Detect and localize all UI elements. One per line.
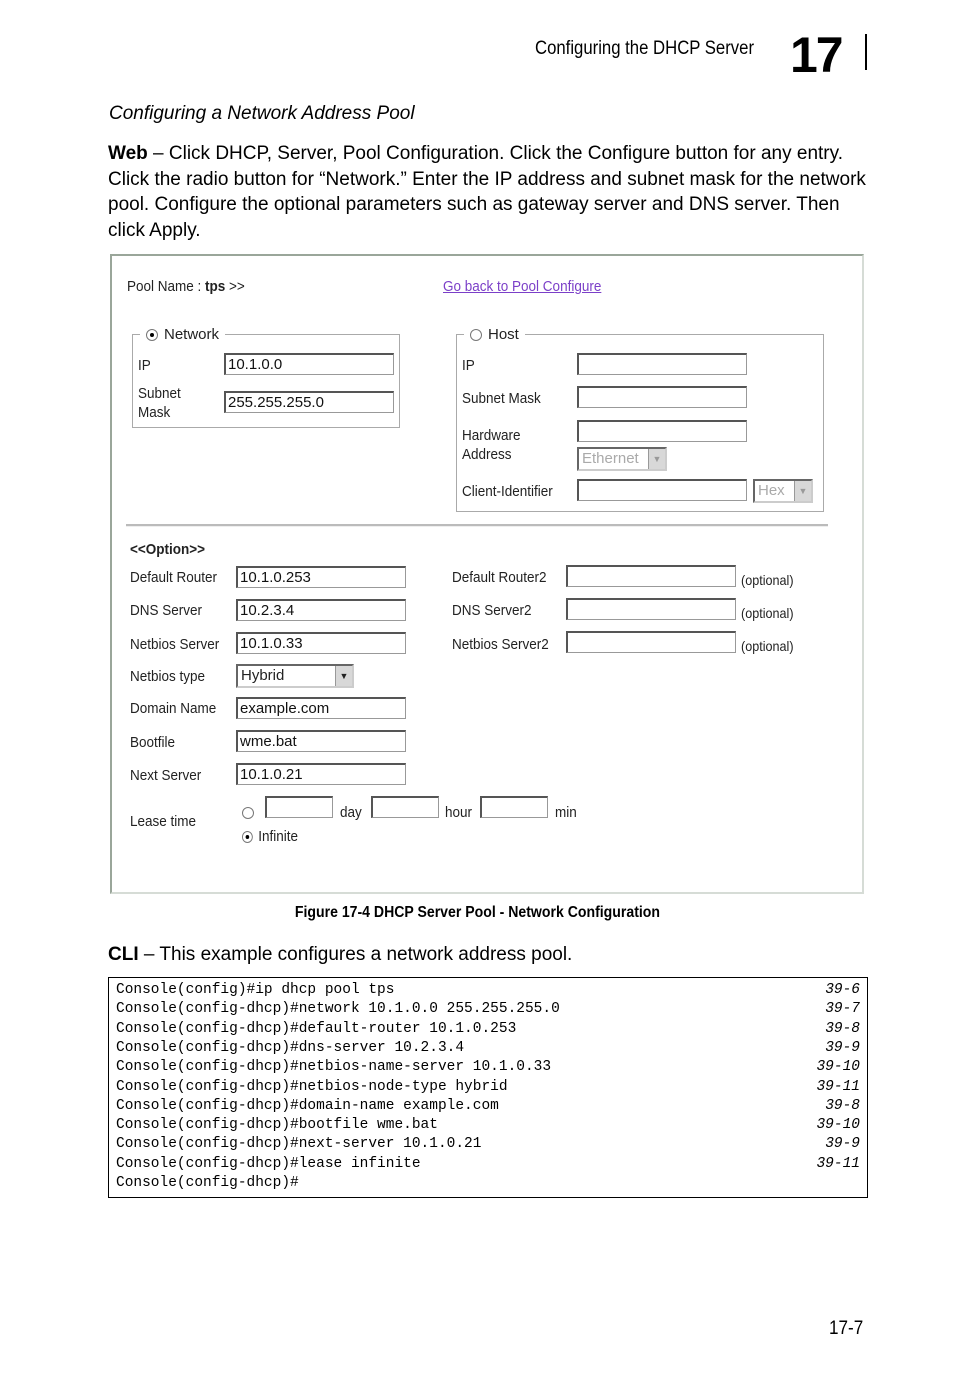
hardware-type-value: Ethernet — [582, 450, 639, 467]
cli-command: Console(config-dhcp)#network 10.1.0.0 255.255.255.0 — [116, 1001, 560, 1018]
radio-unselected-icon — [470, 329, 482, 341]
back-to-pool-configure-link[interactable]: Go back to Pool Configure — [443, 278, 602, 295]
cli-command: Console(config-dhcp)#domain-name example.com — [116, 1097, 499, 1114]
cli-page-reference: 39-7 — [825, 1001, 860, 1018]
netbios-server2-input[interactable] — [566, 631, 736, 653]
web-text: – Click DHCP, Server, Pool Configuration. Click the Configure button for any entry. Click the radio button for “Network.” Enter the IP address and subnet mask for the network pool. Configure the optional parameters such as gateway server and DNS server. Then click Apply. — [108, 143, 866, 241]
dns-server2-label: DNS Server2 — [452, 602, 532, 619]
cli-page-reference: 39-11 — [816, 1078, 860, 1095]
chevron-down-icon: ▼ — [335, 666, 352, 686]
cli-label: CLI — [108, 944, 139, 965]
network-label: Network — [164, 326, 220, 343]
client-id-type-value: Hex — [758, 482, 785, 499]
bootfile-label: Bootfile — [130, 734, 176, 751]
web-instructions — [108, 141, 868, 243]
host-label: Host — [488, 326, 519, 343]
pool-name-label: Pool Name : — [127, 278, 206, 295]
pool-name-suffix: >> — [225, 278, 245, 295]
radio-selected-icon — [146, 329, 158, 341]
dns-server-label: DNS Server — [130, 602, 203, 619]
cli-page-reference: 39-8 — [825, 1020, 860, 1037]
optional-note: (optional) — [741, 638, 794, 654]
domain-name-input[interactable]: example.com — [236, 697, 406, 719]
host-address-label: Address — [462, 446, 512, 463]
cli-line — [116, 1098, 860, 1117]
cli-line — [116, 1117, 860, 1136]
dns-server-input[interactable]: 10.2.3.4 — [236, 599, 406, 621]
cli-page-reference: 39-10 — [816, 1117, 860, 1134]
chevron-down-icon: ▼ — [648, 449, 665, 469]
lease-time-label: Lease time — [130, 813, 197, 830]
netbios-type-value: Hybrid — [241, 667, 285, 684]
chapter-divider — [865, 34, 867, 70]
cli-text: – This example configures a network address pool. — [138, 944, 573, 965]
radio-selected-icon — [242, 831, 253, 843]
cli-page-reference: 39-9 — [825, 1136, 860, 1153]
next-server-label: Next Server — [130, 767, 202, 784]
figure-caption — [0, 904, 954, 922]
lease-duration-radio[interactable] — [242, 807, 254, 819]
host-radio[interactable] — [464, 326, 525, 343]
client-identifier-input[interactable] — [577, 479, 747, 501]
option-heading: <<Option>> — [130, 541, 206, 558]
optional-note: (optional) — [741, 605, 794, 621]
cli-line — [116, 1175, 860, 1194]
network-fieldset — [132, 334, 400, 428]
cli-line — [116, 1040, 860, 1059]
section-title: Configuring a Network Address Pool — [109, 103, 415, 124]
cli-page-reference: 39-9 — [825, 1039, 860, 1056]
cli-command: Console(config-dhcp)#default-router 10.1.0.253 — [116, 1020, 517, 1037]
cli-command: Console(config-dhcp)#dns-server 10.2.3.4 — [116, 1039, 465, 1056]
netbios-server2-label: Netbios Server2 — [452, 636, 549, 653]
cli-command: Console(config-dhcp)#lease infinite — [116, 1155, 421, 1172]
next-server-input[interactable]: 10.1.0.21 — [236, 763, 406, 785]
cli-command: Console(config-dhcp)#bootfile wme.bat — [116, 1117, 438, 1134]
hour-label: hour — [445, 804, 473, 821]
cli-line — [116, 1079, 860, 1098]
lease-min-input[interactable] — [480, 796, 548, 818]
host-hardware-label: Hardware — [462, 427, 521, 444]
cli-command: Console(config-dhcp)# — [116, 1175, 299, 1191]
cli-page-reference: 39-11 — [816, 1155, 860, 1172]
domain-name-label: Domain Name — [130, 700, 217, 717]
netbios-server-label: Netbios Server — [130, 636, 220, 653]
cli-page-reference: 39-8 — [825, 1097, 860, 1114]
cli-line — [116, 1021, 860, 1040]
cli-page-reference: 39-6 — [825, 982, 860, 998]
dns-server2-input[interactable] — [566, 598, 736, 620]
host-ip-label: IP — [462, 357, 475, 374]
chapter-number: 17 — [790, 27, 842, 83]
lease-hour-input[interactable] — [371, 796, 439, 818]
default-router-label: Default Router — [130, 569, 218, 586]
chevron-down-icon: ▼ — [794, 481, 811, 501]
lease-infinite-radio[interactable] — [242, 828, 298, 845]
infinite-label: Infinite — [258, 828, 298, 845]
client-identifier-label: Client-Identifier — [462, 483, 553, 500]
host-subnet-label: Subnet Mask — [462, 390, 541, 407]
network-mask-label: Mask — [138, 404, 171, 421]
cli-command: Console(config-dhcp)#next-server 10.1.0.21 — [116, 1136, 482, 1153]
cli-command: Console(config)#ip dhcp pool tps — [116, 982, 395, 998]
host-subnet-input[interactable] — [577, 386, 747, 408]
netbios-type-label: Netbios type — [130, 668, 206, 685]
pool-name-value: tps — [205, 278, 226, 295]
cli-command: Console(config-dhcp)#netbios-name-server 10.1.0.33 — [116, 1059, 552, 1076]
dhcp-pool-screenshot — [110, 254, 864, 894]
client-id-type-select[interactable] — [753, 479, 813, 503]
network-ip-input[interactable]: 10.1.0.0 — [224, 353, 394, 375]
divider — [126, 524, 828, 527]
cli-line — [116, 1156, 860, 1175]
host-ip-input[interactable] — [577, 353, 747, 375]
default-router2-label: Default Router2 — [452, 569, 547, 586]
cli-line — [116, 982, 860, 1001]
lease-day-input[interactable] — [265, 796, 333, 818]
bootfile-input[interactable]: wme.bat — [236, 730, 406, 752]
host-hardware-input[interactable] — [577, 420, 747, 442]
netbios-server-input[interactable]: 10.1.0.33 — [236, 632, 406, 654]
cli-example-box — [108, 977, 868, 1198]
network-radio[interactable] — [140, 326, 225, 343]
network-subnet-input[interactable]: 255.255.255.0 — [224, 391, 394, 413]
hardware-type-select[interactable] — [577, 447, 667, 471]
netbios-type-select[interactable] — [236, 664, 354, 688]
optional-note: (optional) — [741, 572, 794, 588]
min-label: min — [555, 804, 577, 821]
cli-line — [116, 1001, 860, 1020]
cli-page-reference: 39-10 — [816, 1059, 860, 1076]
cli-instructions — [108, 944, 572, 966]
day-label: day — [340, 804, 362, 821]
cli-line — [116, 1136, 860, 1155]
pool-name — [127, 278, 245, 295]
cli-command: Console(config-dhcp)#netbios-node-type hybrid — [116, 1078, 508, 1095]
running-header: Configuring the DHCP Server — [535, 38, 755, 59]
network-subnet-label: Subnet — [138, 385, 181, 402]
cli-line — [116, 1059, 860, 1078]
default-router2-input[interactable] — [566, 565, 736, 587]
figure-caption-text: Figure 17-4 DHCP Server Pool - Network Configuration — [294, 904, 660, 921]
network-ip-label: IP — [138, 357, 151, 374]
page-number: 17-7 — [829, 1318, 864, 1339]
default-router-input[interactable]: 10.1.0.253 — [236, 566, 406, 588]
web-label: Web — [108, 143, 148, 164]
